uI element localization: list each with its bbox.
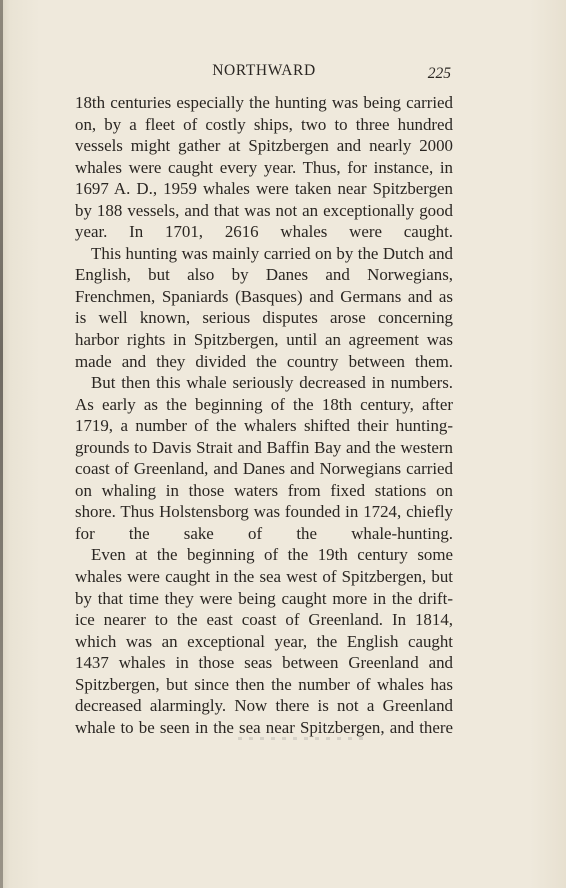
paragraph: But then this whale seriously decreased in numbers. As early as the beginning of the 18th century, after 1719, a number of the whalers shifted their hunting-grounds to Davis Strait and Baffin Bay and the western coast of Greenland, and Danes and Norwegians carried on whaling in those waters from fixed stations on shore. Thus Holstensborg was founded in 1724, chiefly for the sake of the whale-hunting. bbox=[75, 373, 453, 543]
body-text bbox=[75, 92, 453, 738]
paragraph: This hunting was mainly carried on by the Dutch and English, but also by Danes and Norwegians, Frenchmen, Spaniards (Basques) and Germans and as is well known, serious disputes arose concerning harbor rights in Spitzbergen, until an agreement was made and they divided the country between them. bbox=[75, 243, 453, 371]
paragraph: 18th centuries especially the hunting was being carried on, by a fleet of costly ships, two to three hundred vessels might gather at Spitzbergen and nearly 2000 whales were caught every year. Thus, for instance, in 1697 A. D., 1959 whales were taken near Spitzbergen by 188 vessels, and that was not an exceptionally good year. In 1701, 2616 whales were caught. bbox=[75, 93, 453, 242]
page-number: 225 bbox=[427, 65, 451, 82]
running-title: NORTHWARD bbox=[212, 62, 316, 79]
paragraph: Even at the beginning of the 19th century some whales were caught in the sea west of Spitzbergen, but by that time they were being caught more in the drift-ice nearer to the east coast of Greenland. In 1814, which was an exceptional year, the English caught 1437 whales in those seas between Greenland and Spitzbergen, but since then the number of whales has decreased alarmingly. Now there is not a Greenland whale to be seen in the sea near Spitzbergen, and there bbox=[75, 545, 453, 737]
page-spine-edge bbox=[0, 0, 3, 888]
running-header bbox=[75, 62, 453, 86]
print-smudge bbox=[238, 737, 368, 740]
